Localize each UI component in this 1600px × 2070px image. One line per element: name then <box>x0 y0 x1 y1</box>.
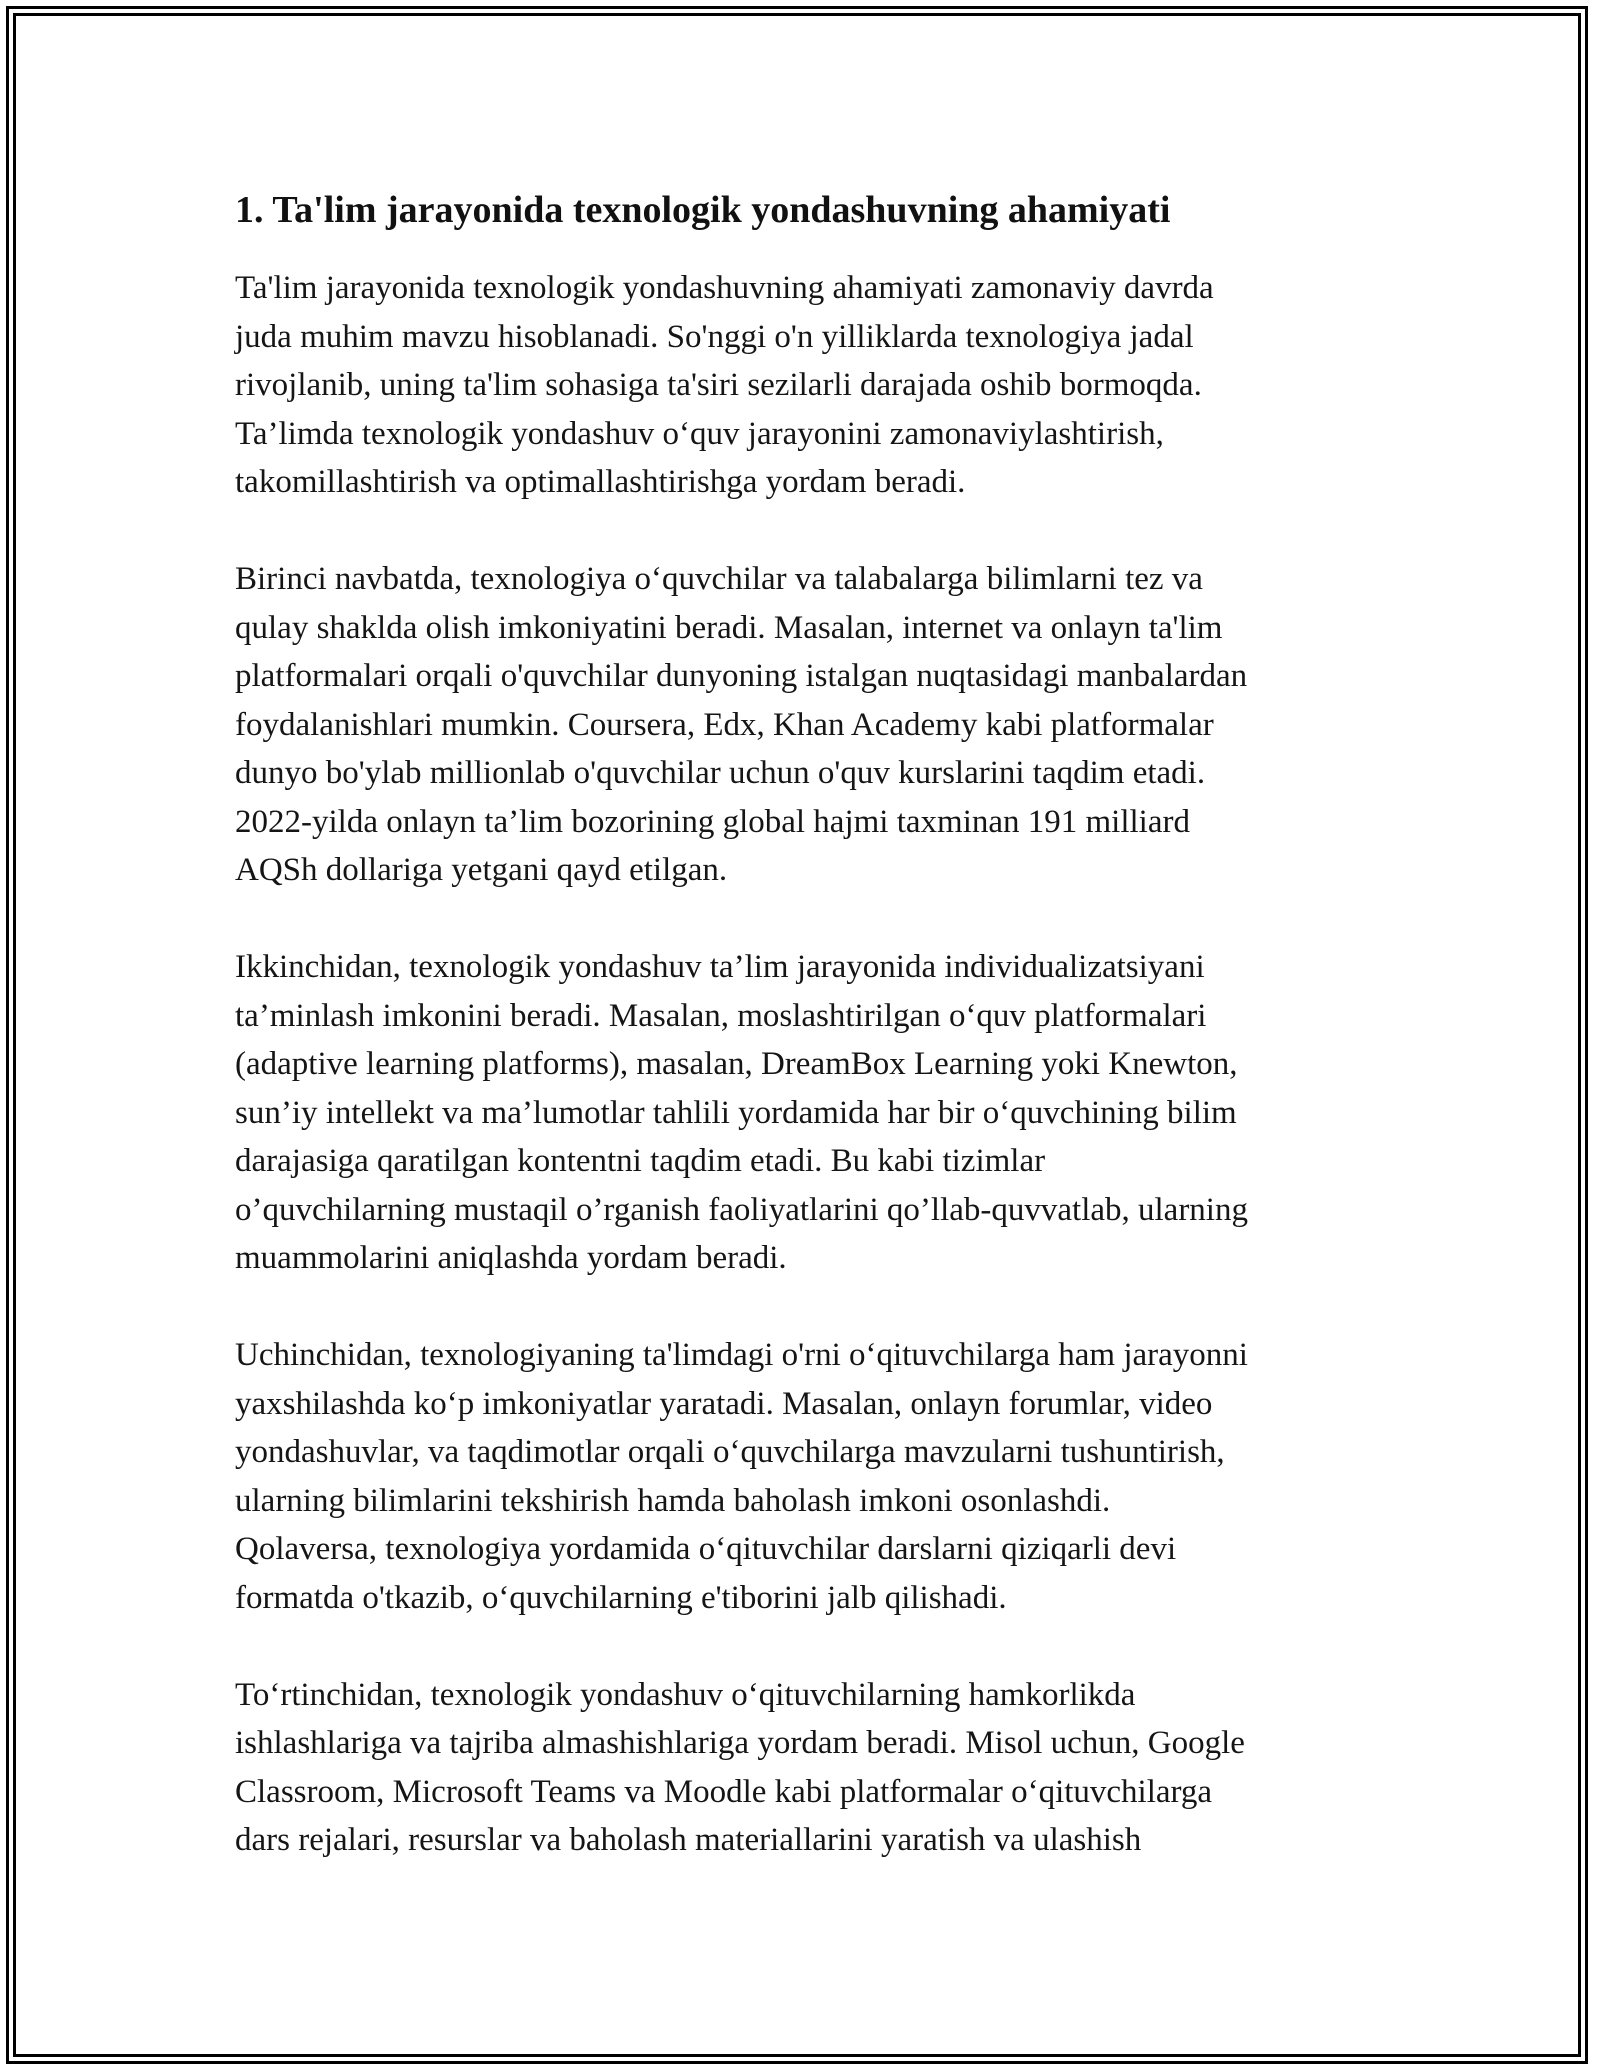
paragraph <box>235 1331 1375 1622</box>
paragraph <box>235 1671 1375 1865</box>
paragraph-line: ta’minlash imkonini beradi. Masalan, moslashtirilgan o‘quv platformalari <box>235 997 1207 1034</box>
paragraph <box>235 943 1375 1283</box>
paragraph-line: Birinci navbatda, texnologiya o‘quvchilar va talabalarga bilimlarni tez va <box>235 561 1203 597</box>
paragraph-line: ularning bilimlarini tekshirish hamda baholash imkoni osonlashdi. <box>235 1482 1111 1519</box>
paragraph-line: Ta'lim jarayonida texnologik yondashuvning ahamiyati zamonaviy davrda <box>235 270 1214 306</box>
paragraph-line: Ta’limda texnologik yondashuv o‘quv jarayonini zamonaviylashtirish, <box>235 415 1164 452</box>
paragraph <box>235 264 1375 507</box>
paragraph-line: Uchinchidan, texnologiyaning ta'limdagi o'rni o‘qituvchilarga ham jarayonni <box>235 1337 1248 1373</box>
paragraph-line: ishlashlariga va tajriba almashishlariga yordam beradi. Misol uchun, Google <box>235 1725 1245 1761</box>
paragraph-line: 2022-yilda onlayn ta’lim bozorining global hajmi taxminan 191 milliard <box>235 803 1190 840</box>
paragraph-line: Classroom, Microsoft Teams va Moodle kabi platformalar o‘qituvchilarga <box>235 1773 1213 1810</box>
paragraph-line: platformalari orqali o'quvchilar dunyoning istalgan nuqtasidagi manbalardan <box>235 658 1248 694</box>
paragraph-line: Ikkinchidan, texnologik yondashuv ta’lim jarayonida individualizatsiyani <box>235 949 1205 985</box>
paragraph-line: yaxshilashda ko‘p imkoniyatlar yaratadi. Masalan, onlayn forumlar, video <box>235 1385 1213 1422</box>
paragraph-line: dunyo bo'ylab millionlab o'quvchilar uchun o'quv kurslarini taqdim etadi. <box>235 755 1206 791</box>
paragraph <box>235 555 1375 895</box>
paragraph-list <box>235 264 1375 1865</box>
paragraph-line: foydalanishlari mumkin. Coursera, Edx, Khan Academy kabi platformalar <box>235 706 1214 743</box>
paragraph-line: muammolarini aniqlashda yordam beradi. <box>235 1240 787 1276</box>
section-heading: 1. Ta'lim jarayonida texnologik yondashuvning ahamiyati <box>235 189 1171 231</box>
paragraph-line: To‘rtinchidan, texnologik yondashuv o‘qituvchilarning hamkorlikda <box>235 1676 1136 1713</box>
paragraph-line: yondashuvlar, va taqdimotlar orqali o‘quvchilarga mavzularni tushuntirish, <box>235 1434 1225 1470</box>
document-body <box>235 184 1375 1913</box>
paragraph-line: dars rejalari, resurslar va baholash materiallarini yaratish va ulashish <box>235 1822 1142 1858</box>
paragraph-line: qulay shaklda olish imkoniyatini beradi. Masalan, internet va onlayn ta'lim <box>235 609 1223 646</box>
paragraph-line: Qolaversa, texnologiya yordamida o‘qituvchilar darslarni qiziqarli devi <box>235 1531 1177 1567</box>
paragraph-line: rivojlanib, uning ta'lim sohasiga ta'siri sezilarli darajada oshib bormoqda. <box>235 367 1202 403</box>
paragraph-line: AQSh dollariga yetgani qayd etilgan. <box>235 852 728 888</box>
paragraph-line: o’quvchilarning mustaqil o’rganish faoliyatlarini qo’llab-quvvatlab, ularning <box>235 1191 1248 1228</box>
paragraph-line: takomillashtirish va optimallashtirishga yordam beradi. <box>235 464 966 500</box>
paragraph-line: juda muhim mavzu hisoblanadi. So'nggi o'n yilliklarda texnologiya jadal <box>235 318 1194 355</box>
paragraph-line: sun’iy intellekt va ma’lumotlar tahlili yordamida har bir o‘quvchining bilim <box>235 1094 1237 1131</box>
paragraph-line: (adaptive learning platforms), masalan, DreamBox Learning yoki Knewton, <box>235 1046 1238 1082</box>
paragraph-line: formatda o'tkazib, o‘quvchilarning e'tiborini jalb qilishadi. <box>235 1579 1007 1616</box>
paragraph-line: darajasiga qaratilgan kontentni taqdim etadi. Bu kabi tizimlar <box>235 1143 1046 1179</box>
